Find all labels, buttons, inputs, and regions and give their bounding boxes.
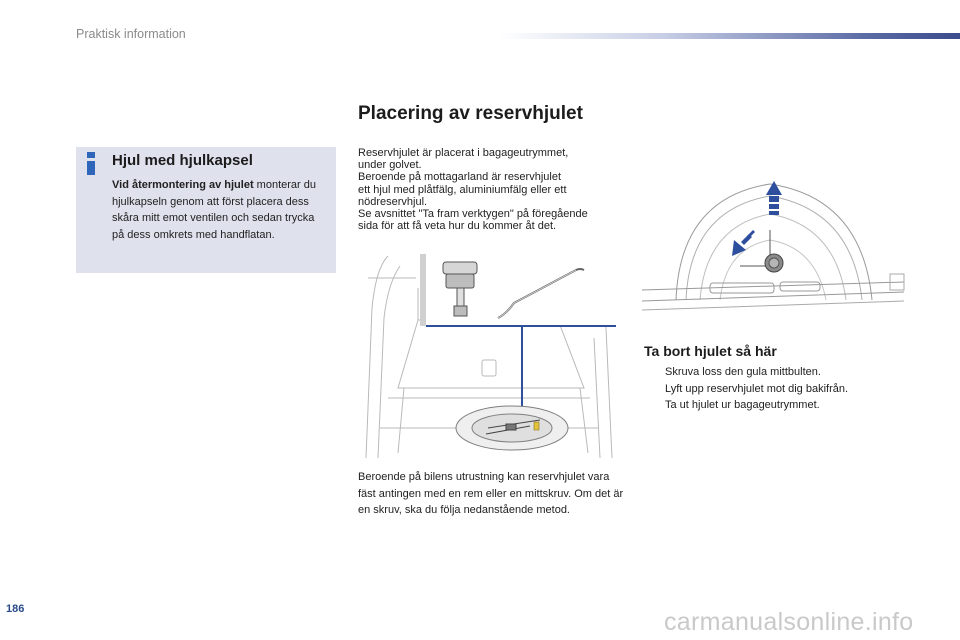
intro-line: sida för att få veta hur du kommer åt det. — [358, 220, 557, 233]
intro-line: Se avsnittet "Ta fram verktygen" på föregående — [358, 208, 588, 221]
intro-line: nödreservhjul. — [358, 195, 428, 208]
removal-steps — [644, 364, 924, 414]
intro-text — [358, 147, 626, 232]
info-box-title: Hjul med hjulkapsel — [112, 152, 253, 169]
page-number: 186 — [6, 603, 25, 615]
info-box-text — [112, 177, 326, 243]
trunk-spare-wheel-illustration — [358, 248, 620, 460]
fastening-note: Beroende på bilens utrustning kan reservhjulet vara fäst antingen med en rem eller en mittskruv. Om det är en skruv, ska du följa nedanstående metod. — [358, 471, 624, 516]
info-box-body: monterar du hjulkapseln genom att först placera dess skåra mitt emot ventilen och sedan trycka på dess omkrets med handflatan. — [112, 179, 316, 241]
list-item: Ta ut hjulet ur bagageutrymmet. — [665, 399, 820, 411]
spare-wheel-bolt-illustration — [640, 170, 906, 315]
info-icon — [86, 152, 98, 174]
list-item: Lyft upp reservhjulet mot dig bakifrån. — [665, 382, 849, 395]
info-box-lead: Vid återmontering av hjulet — [112, 179, 254, 191]
intro-line: under golvet. — [358, 159, 422, 172]
header-gradient-bar — [500, 33, 960, 39]
removal-title: Ta bort hjulet så här — [644, 343, 777, 359]
list-item: Skruva loss den gula mittbulten. — [665, 366, 821, 378]
intro-line: Reservhjulet är placerat i bagageutrymmet, — [358, 147, 569, 159]
intro-line: Beroende på mottagarland är reservhjulet — [358, 171, 562, 184]
section-title: Praktisk information — [76, 27, 186, 41]
intro-line: ett hjul med plåtfälg, aluminiumfälg eller ett — [358, 183, 567, 196]
page-title: Placering av reservhjulet — [358, 103, 583, 124]
watermark: carmanualsonline.info — [664, 608, 914, 636]
